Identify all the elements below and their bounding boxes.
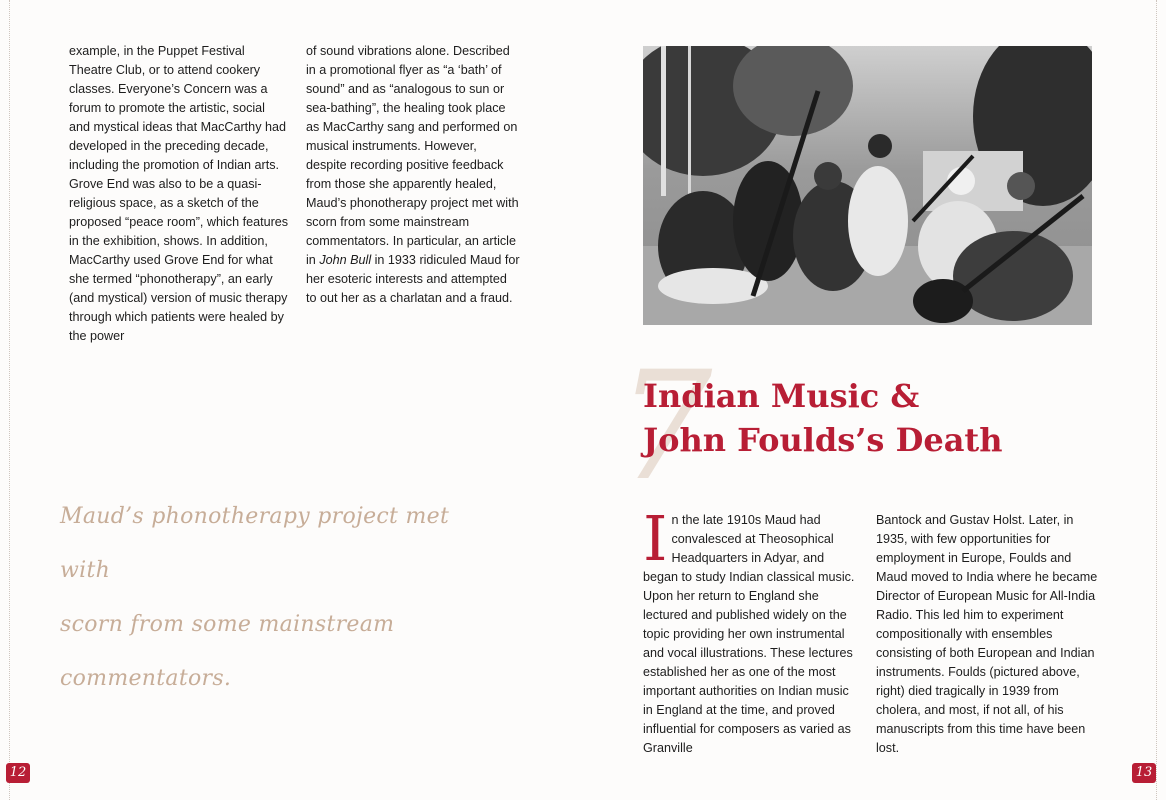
page-number-right: 13 — [1132, 763, 1156, 783]
right-column-2 — [876, 511, 1098, 758]
section-heading — [643, 374, 1063, 462]
left-column-1 — [69, 42, 289, 346]
body-text: n the late 1910s Maud had convalesced at Theosophical Headquarters in Adyar, and began to study Indian classical music. Upon her return to England she lectured and published widely on the topic providing her own instrumental and vocal illustrations. These lectures established her as one of the most important authorities on Indian music in England at the time, and proved influential for composers as varied as Granville — [643, 513, 855, 755]
chapter-number: 7 — [617, 340, 713, 514]
pull-quote-line: Maud’s phonotherapy project met with — [60, 504, 450, 583]
right-column-1 — [643, 502, 858, 758]
archival-photograph — [643, 46, 1092, 325]
photograph-icon — [643, 46, 1092, 325]
left-column-2 — [306, 42, 520, 308]
body-text: of sound vibrations alone. Described in a promotional flyer as “a ‘bath’ of sound” and as “analogous to sun or sea-bathing”, the healing took place as MacCarthy sang and performed on musical instruments. However, despite recording positive feedback from those she apparently healed, Maud’s phonotherapy project met with scorn from some mainstream commentators. In particular, an article in John Bull in 1933 ridiculed Maud for her esoteric interests and attempted to out her as a charlatan and a fraud. — [306, 44, 520, 305]
page-number-left: 12 — [6, 763, 30, 783]
left-border — [9, 0, 10, 800]
body-text: example, in the Puppet Festival Theatre Club, or to attend cookery classes. Everyone’s Concern was a forum to promote the artistic, social and mystical ideas that MacCarthy had developed in the preceding decade, including the promotion of Indian arts. Grove End was also to be a quasi-religious space, as a sketch of the proposed “peace room”, which features in the exhibition, shows. In addition, MacCarthy used Grove End for what she termed “phonotherapy”, an early (and mystical) version of music therapy through which patients were healed by the power — [69, 44, 289, 343]
pull-quote — [60, 490, 480, 706]
publication-title: John Bull — [319, 253, 372, 267]
drop-cap: I — [643, 502, 668, 575]
heading-line: John Foulds’s Death — [643, 421, 1003, 459]
body-text: Bantock and Gustav Holst. Later, in 1935, with few opportunities for employment in Europe, Foulds and Maud moved to India where he became Director of European Music for All-India Radio. This led him to experiment compositionally with ensembles consisting of both European and Indian instruments. Foulds (pictured above, right) died tragically in 1939 from cholera, and most, if not all, of his manuscripts from this time have been lost. — [876, 513, 1098, 755]
heading-line: Indian Music & — [643, 377, 920, 415]
pull-quote-line: scorn from some mainstream commentators. — [60, 612, 395, 691]
right-border — [1156, 0, 1157, 800]
